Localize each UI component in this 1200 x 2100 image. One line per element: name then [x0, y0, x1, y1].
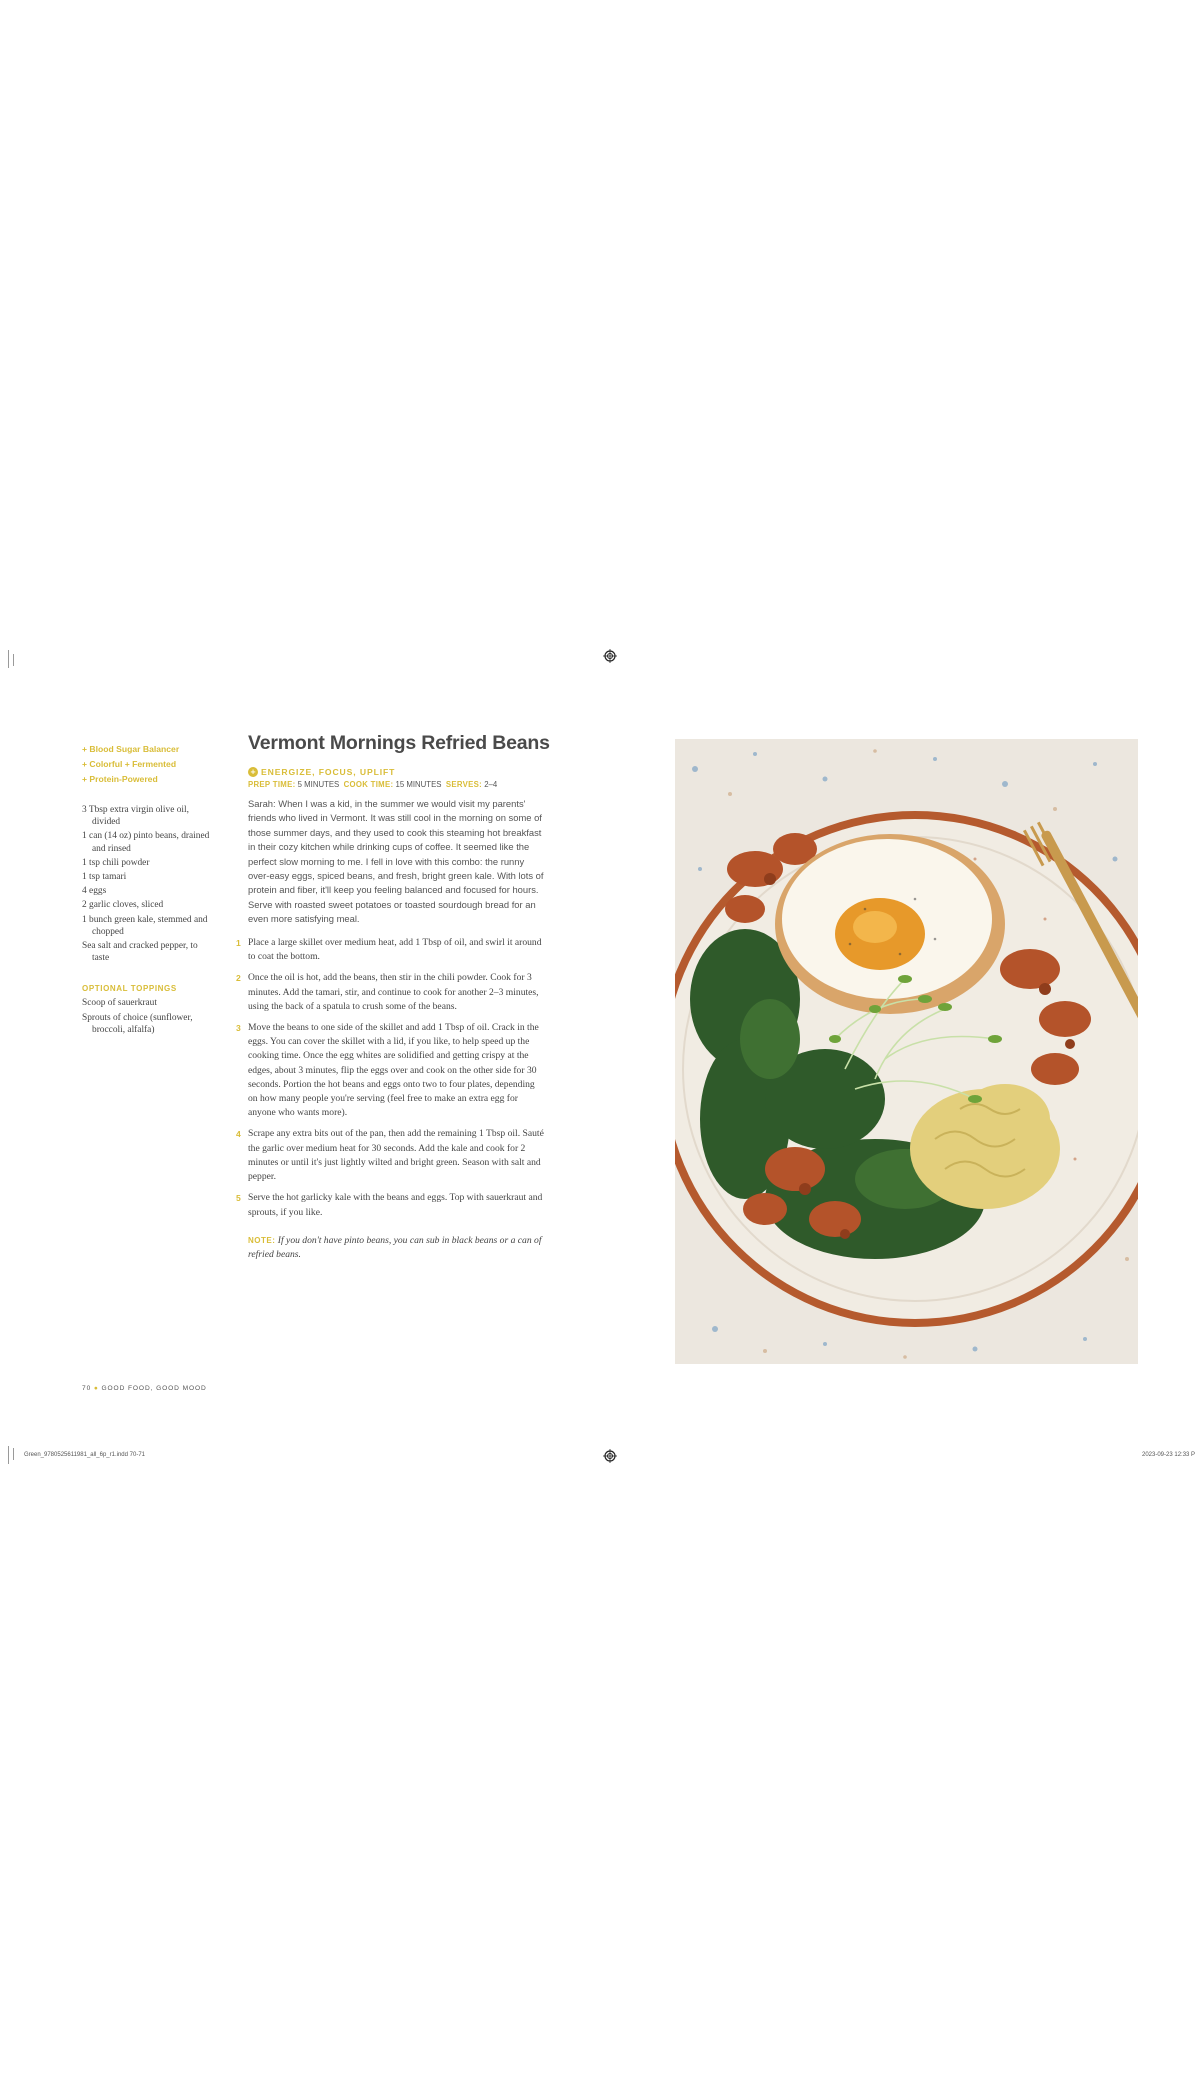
crop-mark-top-left: [8, 650, 9, 668]
tagline-text: ENERGIZE, FOCUS, UPLIFT: [261, 767, 396, 777]
cook-time-value: 15 MINUTES: [395, 780, 442, 789]
note-label: NOTE:: [248, 1235, 276, 1245]
page-number: 70: [82, 1385, 92, 1392]
ingredient-item: 1 tsp tamari: [82, 872, 127, 883]
benefit-item: + Protein-Powered: [82, 774, 158, 784]
optional-topping-item: Sprouts of choice (sunflower, broccoli, alfalfa): [82, 1012, 193, 1035]
serves-value: 2–4: [484, 780, 498, 789]
step-text: Once the oil is hot, add the beans, then stir in the chili powder. Cook for 3 minutes. Add the tamari, stir, and continue to cook for another 2–3 minutes, using the back of a spatula to crush some of the beans.: [248, 972, 539, 1012]
method-step: [236, 936, 546, 964]
serves-label: SERVES:: [445, 780, 483, 789]
ingredient-item: 1 can (14 oz) pinto beans, drained and rinsed: [82, 831, 210, 854]
step-number: 3: [236, 1023, 241, 1034]
recipe-column: [236, 732, 550, 1262]
benefit-item: + Blood Sugar Balancer: [82, 744, 180, 754]
method-step: [236, 971, 546, 1014]
recipe-times: [248, 780, 546, 789]
step-number: 5: [236, 1193, 241, 1204]
slug-file-name: Green_9780525611981_all_6p_r1.indd 70-71: [24, 1452, 145, 1458]
slug-timestamp: 2023-09-23 12:33 P: [1142, 1452, 1196, 1458]
note-text: If you don't have pinto beans, you can sub in black beans or a can of refried beans.: [248, 1234, 542, 1260]
registration-mark-top: [603, 649, 617, 663]
method-steps: [236, 936, 546, 1220]
recipe-tagline: [248, 767, 546, 777]
ingredients-column: [82, 742, 217, 1038]
step-text: Move the beans to one side of the skillet and add 1 Tbsp of oil. Crack in the eggs. You can cover the skillet with a lid, if you like, to help speed up the cooking time. Once the egg whites are solidified and getting crispy at the edges, about 3 minutes, flip the eggs over and cook on the other side for 30 seconds. Portion the hot beans and eggs onto two to four plates, depending on how many people you're serving (feel free to make an extra egg for anyone who wants more).: [248, 1022, 539, 1119]
method-step: [236, 1191, 546, 1219]
ingredient-item: 4 eggs: [82, 886, 107, 897]
prep-time-label: PREP TIME:: [248, 780, 296, 789]
optional-topping-item: Scoop of sauerkraut: [82, 998, 157, 1009]
benefits-list: [82, 742, 217, 787]
ingredient-item: 1 tsp chili powder: [82, 857, 150, 868]
step-text: Serve the hot garlicky kale with the beans and eggs. Top with sauerkraut and sprouts, if you like.: [248, 1192, 543, 1218]
ingredients-list: [82, 804, 217, 964]
crop-mark-bottom-left: [8, 1446, 9, 1464]
optional-toppings-heading: OPTIONAL TOPPINGS: [82, 984, 177, 994]
ingredient-item: 3 Tbsp extra virgin olive oil, divided: [82, 805, 189, 828]
folio-separator: ●: [93, 1385, 99, 1392]
recipe-intro: Sarah: When I was a kid, in the summer we would visit my parents' friends who lived in Vermont. It was still cool in the morning on some of those summer days, and they used to cook this steaming hot breakfast in their cozy kitchen while drinking cups of coffee. It seemed like the perfect slow morning to me. I fell in love with this combo: the runny over-easy eggs, spiced beans, and fresh, bright green kale. With lots of protein and fiber, it'll keep you feeling balanced and focused for hours. Serve with roasted sweet potatoes or toasted sourdough bread for an even more satisfying meal.: [248, 798, 544, 925]
ingredient-item: Sea salt and cracked pepper, to taste: [82, 941, 198, 964]
prep-time-value: 5 MINUTES: [297, 780, 340, 789]
crop-mark-bottom-left-2: [13, 1448, 14, 1460]
ingredient-item: 1 bunch green kale, stemmed and chopped: [82, 914, 208, 937]
ingredient-item: 2 garlic cloves, sliced: [82, 900, 164, 911]
step-number: 2: [236, 973, 241, 984]
step-text: Scrape any extra bits out of the pan, then add the remaining 1 Tbsp oil. Sauté the garlic over medium heat for 30 seconds. Add the kale and cook for 2 minutes or until it's just lightly wilted and bright green. Season with salt and pepper.: [248, 1128, 544, 1183]
step-number: 1: [236, 938, 241, 949]
benefit-item: + Colorful + Fermented: [82, 759, 177, 769]
recipe-title: Vermont Mornings Refried Beans: [248, 732, 550, 754]
registration-mark-bottom: [603, 1449, 617, 1463]
recipe-note: [248, 1234, 546, 1262]
step-text: Place a large skillet over medium heat, add 1 Tbsp of oil, and swirl it around to coat the bottom.: [248, 937, 542, 963]
method-step: [236, 1021, 546, 1120]
recipe-photo: [675, 739, 1138, 1364]
step-number: 4: [236, 1129, 241, 1140]
food-plate-image: [675, 739, 1138, 1364]
method-step: [236, 1127, 546, 1184]
crop-mark-top-left-2: [13, 654, 14, 666]
page-folio: [82, 1385, 207, 1392]
cook-time-label: COOK TIME:: [343, 780, 394, 789]
optional-toppings-list: [82, 997, 217, 1036]
plus-circle-icon: +: [248, 767, 258, 777]
running-head: GOOD FOOD, GOOD MOOD: [101, 1385, 207, 1392]
